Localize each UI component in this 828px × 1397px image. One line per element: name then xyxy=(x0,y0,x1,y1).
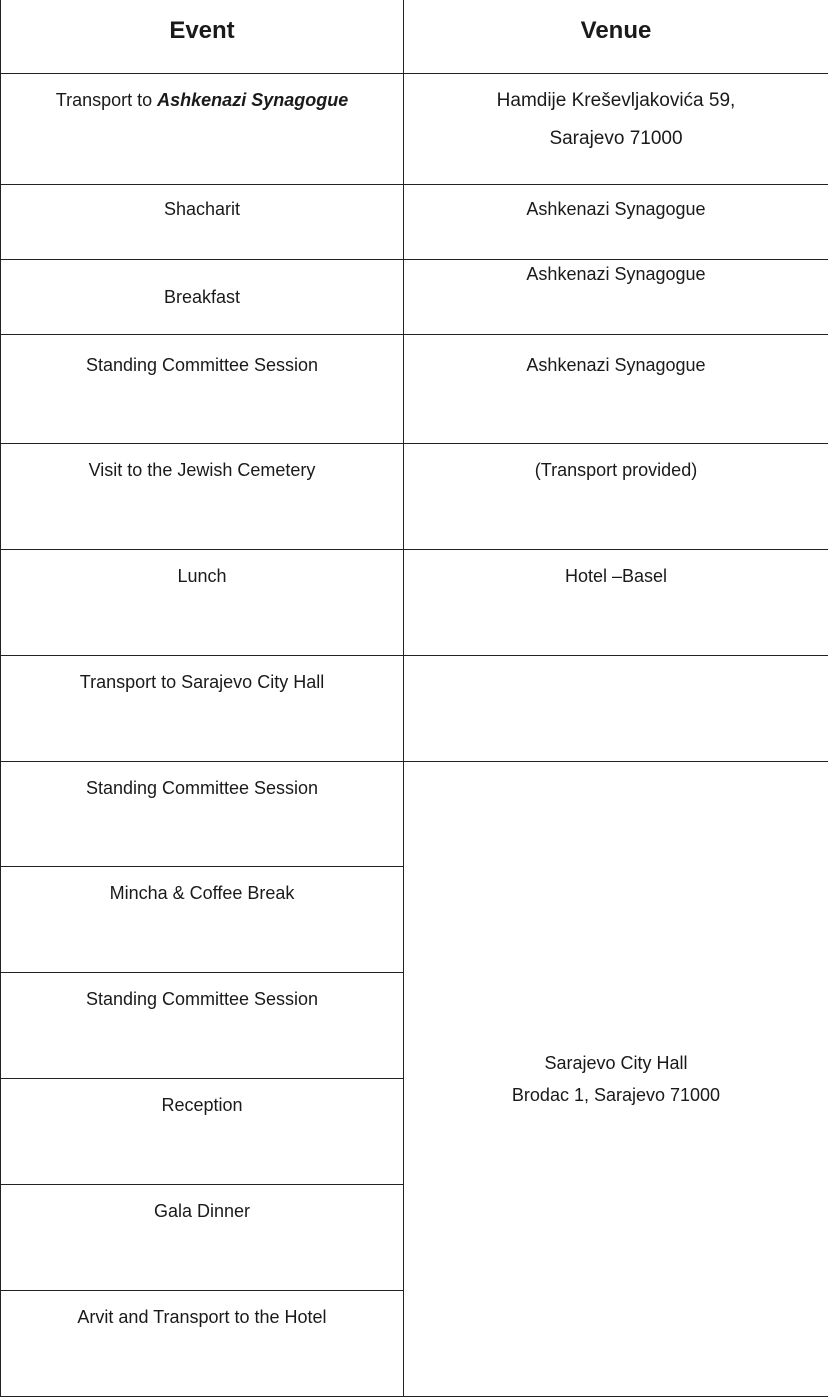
event-cell: Shacharit xyxy=(1,185,404,260)
venue-cell: Ashkenazi Synagogue xyxy=(404,260,828,335)
table-row xyxy=(1,762,828,867)
merged-venue-cell xyxy=(404,762,828,1397)
venue-cell xyxy=(404,656,828,762)
event-cell: Transport to Sarajevo City Hall xyxy=(1,656,404,762)
merged-venue-address: Brodac 1, Sarajevo 71000 xyxy=(404,1079,828,1111)
event-cell: Visit to the Jewish Cemetery xyxy=(1,444,404,550)
venue-cell: (Transport provided) xyxy=(404,444,828,550)
merged-venue-name: Sarajevo City Hall xyxy=(404,1047,828,1079)
table-row xyxy=(1,74,828,185)
event-cell: Breakfast xyxy=(1,260,404,335)
table-row xyxy=(1,185,828,260)
venue-cell xyxy=(404,74,828,185)
event-column-header: Event xyxy=(1,0,404,74)
table-row xyxy=(1,260,828,335)
table-row xyxy=(1,444,828,550)
event-cell: Standing Committee Session xyxy=(1,335,404,444)
header-row xyxy=(1,0,828,74)
event-cell: Standing Committee Session xyxy=(1,973,404,1079)
event-cell: Mincha & Coffee Break xyxy=(1,867,404,973)
venue-address-line: Hamdije Kreševljakovića 59, xyxy=(404,90,828,112)
event-venue-emphasis: Ashkenazi Synagogue xyxy=(157,90,348,110)
event-cell xyxy=(1,74,404,185)
venue-column-header: Venue xyxy=(404,0,828,74)
event-text: Transport to xyxy=(56,90,157,110)
table-row xyxy=(1,550,828,656)
table-row xyxy=(1,656,828,762)
event-cell: Gala Dinner xyxy=(1,1185,404,1291)
event-cell: Standing Committee Session xyxy=(1,762,404,867)
venue-city-line: Sarajevo 71000 xyxy=(404,128,828,150)
table-row xyxy=(1,335,828,444)
event-cell: Lunch xyxy=(1,550,404,656)
event-cell: Reception xyxy=(1,1079,404,1185)
venue-cell: Ashkenazi Synagogue xyxy=(404,185,828,260)
venue-cell: Ashkenazi Synagogue xyxy=(404,335,828,444)
event-cell: Arvit and Transport to the Hotel xyxy=(1,1291,404,1397)
venue-cell: Hotel –Basel xyxy=(404,550,828,656)
